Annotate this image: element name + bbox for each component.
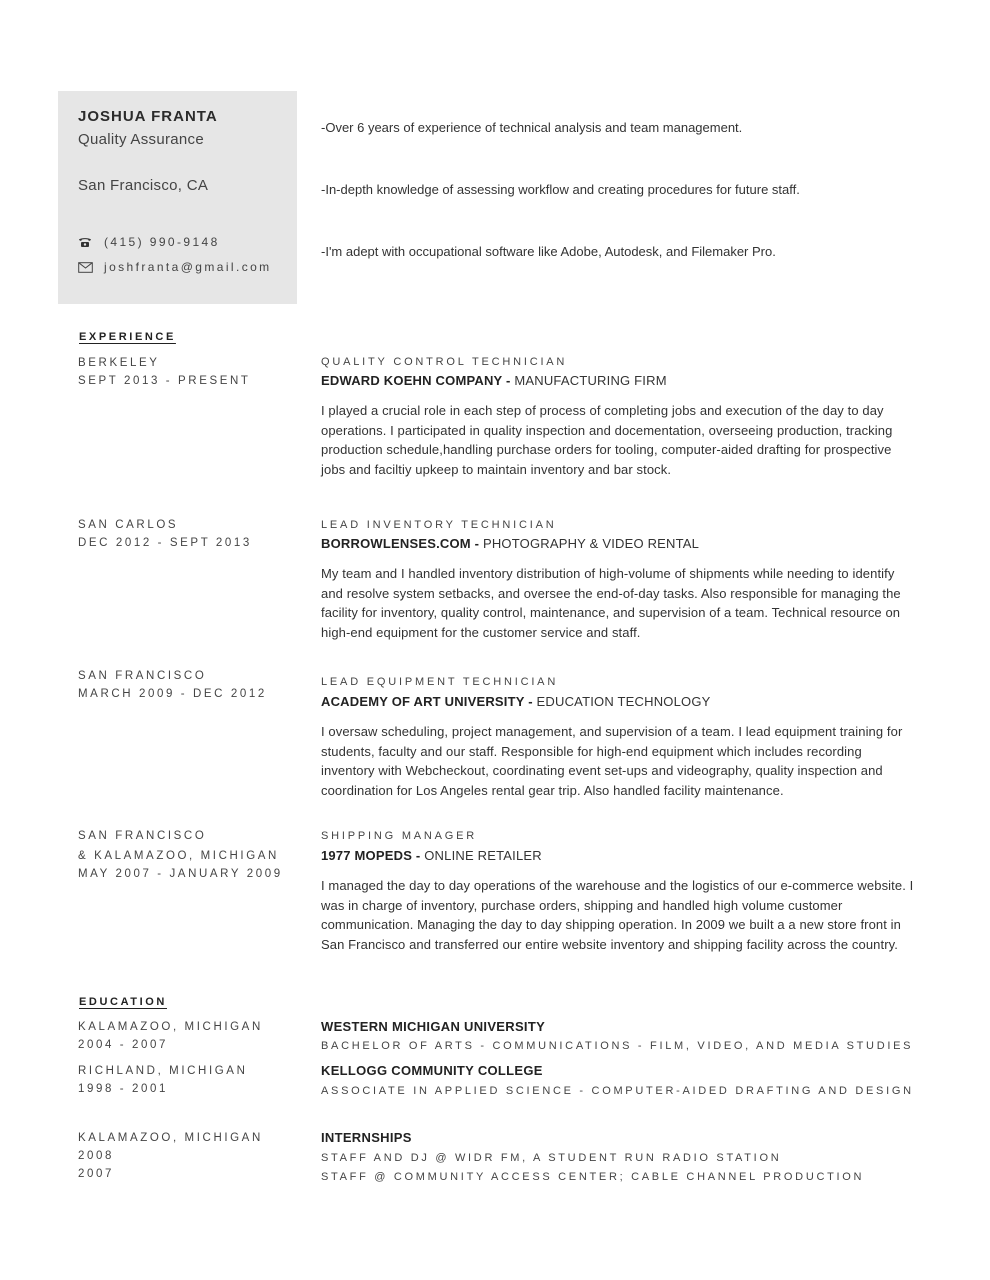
job-company — [321, 848, 542, 863]
company-name: ACADEMY OF ART UNIVERSITY - — [321, 694, 533, 709]
job-location: SAN CARLOS — [78, 519, 179, 531]
candidate-name: JOSHUA FRANTA — [78, 108, 218, 125]
company-type: ONLINE RETAILER — [424, 848, 542, 863]
job-dates: MARCH 2009 - DEC 2012 — [78, 688, 267, 700]
experience-heading: EXPERIENCE — [79, 331, 176, 343]
edu-school: KELLOGG COMMUNITY COLLEGE — [321, 1063, 543, 1078]
phone-line — [78, 235, 220, 249]
envelope-icon — [78, 262, 98, 273]
job-title: SHIPPING MANAGER — [321, 830, 478, 842]
internship-meta — [78, 1129, 263, 1183]
internships-heading: INTERNSHIPS — [321, 1130, 412, 1145]
company-name: EDWARD KOEHN COMPANY - — [321, 373, 511, 388]
job-company — [321, 536, 699, 551]
job-location: BERKELEY — [78, 357, 160, 369]
email-link[interactable]: joshfranta@gmail.com — [104, 260, 272, 274]
job-meta — [78, 354, 251, 390]
edu-dates: 2004 - 2007 — [78, 1039, 168, 1051]
internship-item-1: STAFF AND DJ @ WIDR FM, A STUDENT RUN RADIO STATION — [321, 1152, 782, 1164]
job-description: I oversaw scheduling, project management, and supervision of a team. I lead equipment training for students, faculty and our staff. Responsible for high-end equipment which includes recording inventory with Webcheckout, coordinating event set-ups and videography, quality inspection and coordination for Los Angeles rental gear trip. Also handled facility maintenance. — [321, 724, 903, 798]
job-meta — [78, 827, 283, 883]
edu-dates: 1998 - 2001 — [78, 1083, 168, 1095]
job-location-2: & KALAMAZOO, MICHIGAN — [78, 850, 279, 862]
edu-degree: BACHELOR OF ARTS - COMMUNICATIONS - FILM, VIDEO, AND MEDIA STUDIES — [321, 1040, 914, 1052]
summary-line-1: -Over 6 years of experience of technical analysis and team management. — [321, 120, 743, 135]
company-type: EDUCATION TECHNOLOGY — [536, 694, 711, 709]
internship-year-2: 2007 — [78, 1168, 114, 1180]
email-line — [78, 260, 272, 274]
summary-line-3: -I'm adept with occupational software like Adobe, Autodesk, and Filemaker Pro. — [321, 244, 776, 259]
internship-year-1: 2008 — [78, 1150, 114, 1162]
company-name: 1977 MOPEDS - — [321, 848, 421, 863]
job-dates: DEC 2012 - SEPT 2013 — [78, 537, 252, 549]
job-meta — [78, 516, 252, 552]
company-name: BORROWLENSES.COM - — [321, 536, 480, 551]
job-title: LEAD EQUIPMENT TECHNICIAN — [321, 676, 559, 688]
job-location: SAN FRANCISCO — [78, 830, 207, 842]
job-company — [321, 373, 667, 388]
edu-degree: ASSOCIATE IN APPLIED SCIENCE - COMPUTER-AIDED DRAFTING AND DESIGN — [321, 1085, 914, 1097]
job-dates: MAY 2007 - JANUARY 2009 — [78, 868, 283, 880]
job-description: I played a crucial role in each step of process of completing jobs and execution of the day to day operations. I participated in quality inspection and docementation, overseeing production, tracking production schedule,handling purchase orders for tooling, computer-aided drafting for prospective jobs and faciltiy upkeep to maintain inventory and bar stock. — [321, 403, 893, 477]
internship-item-2: STAFF @ COMMUNITY ACCESS CENTER; CABLE CHANNEL PRODUCTION — [321, 1171, 865, 1183]
job-location: SAN FRANCISCO — [78, 670, 207, 682]
job-description: I managed the day to day operations of the warehouse and the logistics of our e-commerce website. I was in charge of inventory, purchase orders, shipping and handled high volume customer communication. Managing the day to day shipping operation. In 2009 we built a a new store front in San Francisco and transferred our entire website inventory and shipping facility across the country. — [321, 878, 914, 952]
candidate-title: Quality Assurance — [78, 131, 204, 148]
job-meta — [78, 667, 267, 703]
edu-school: WESTERN MICHIGAN UNIVERSITY — [321, 1019, 546, 1034]
internship-location: KALAMAZOO, MICHIGAN — [78, 1132, 263, 1144]
job-description: My team and I handled inventory distribution of high-volume of shipments while needing to identify and resolve system setbacks, and oversee the end-of-day tasks. Also responsible for managing the facility for inventory, quality control, maintenance, and supervision of a team. Technical resource on high-end equipment for the customer service and staff. — [321, 566, 901, 640]
job-dates: SEPT 2013 - PRESENT — [78, 375, 251, 387]
summary-line-2: -In-depth knowledge of assessing workflow and creating procedures for future staff. — [321, 182, 800, 197]
company-type: PHOTOGRAPHY & VIDEO RENTAL — [482, 536, 700, 551]
candidate-location: San Francisco, CA — [78, 177, 209, 194]
job-company — [321, 694, 711, 709]
job-title: QUALITY CONTROL TECHNICIAN — [321, 356, 568, 368]
phone-icon — [78, 236, 98, 248]
job-title: LEAD INVENTORY TECHNICIAN — [321, 519, 557, 531]
edu-meta — [78, 1062, 247, 1098]
edu-location: KALAMAZOO, MICHIGAN — [78, 1021, 263, 1033]
company-type: MANUFACTURING FIRM — [514, 373, 667, 388]
edu-location: RICHLAND, MICHIGAN — [78, 1065, 248, 1077]
education-heading: EDUCATION — [79, 996, 167, 1008]
edu-meta — [78, 1018, 263, 1054]
phone-number: (415) 990-9148 — [104, 235, 220, 249]
